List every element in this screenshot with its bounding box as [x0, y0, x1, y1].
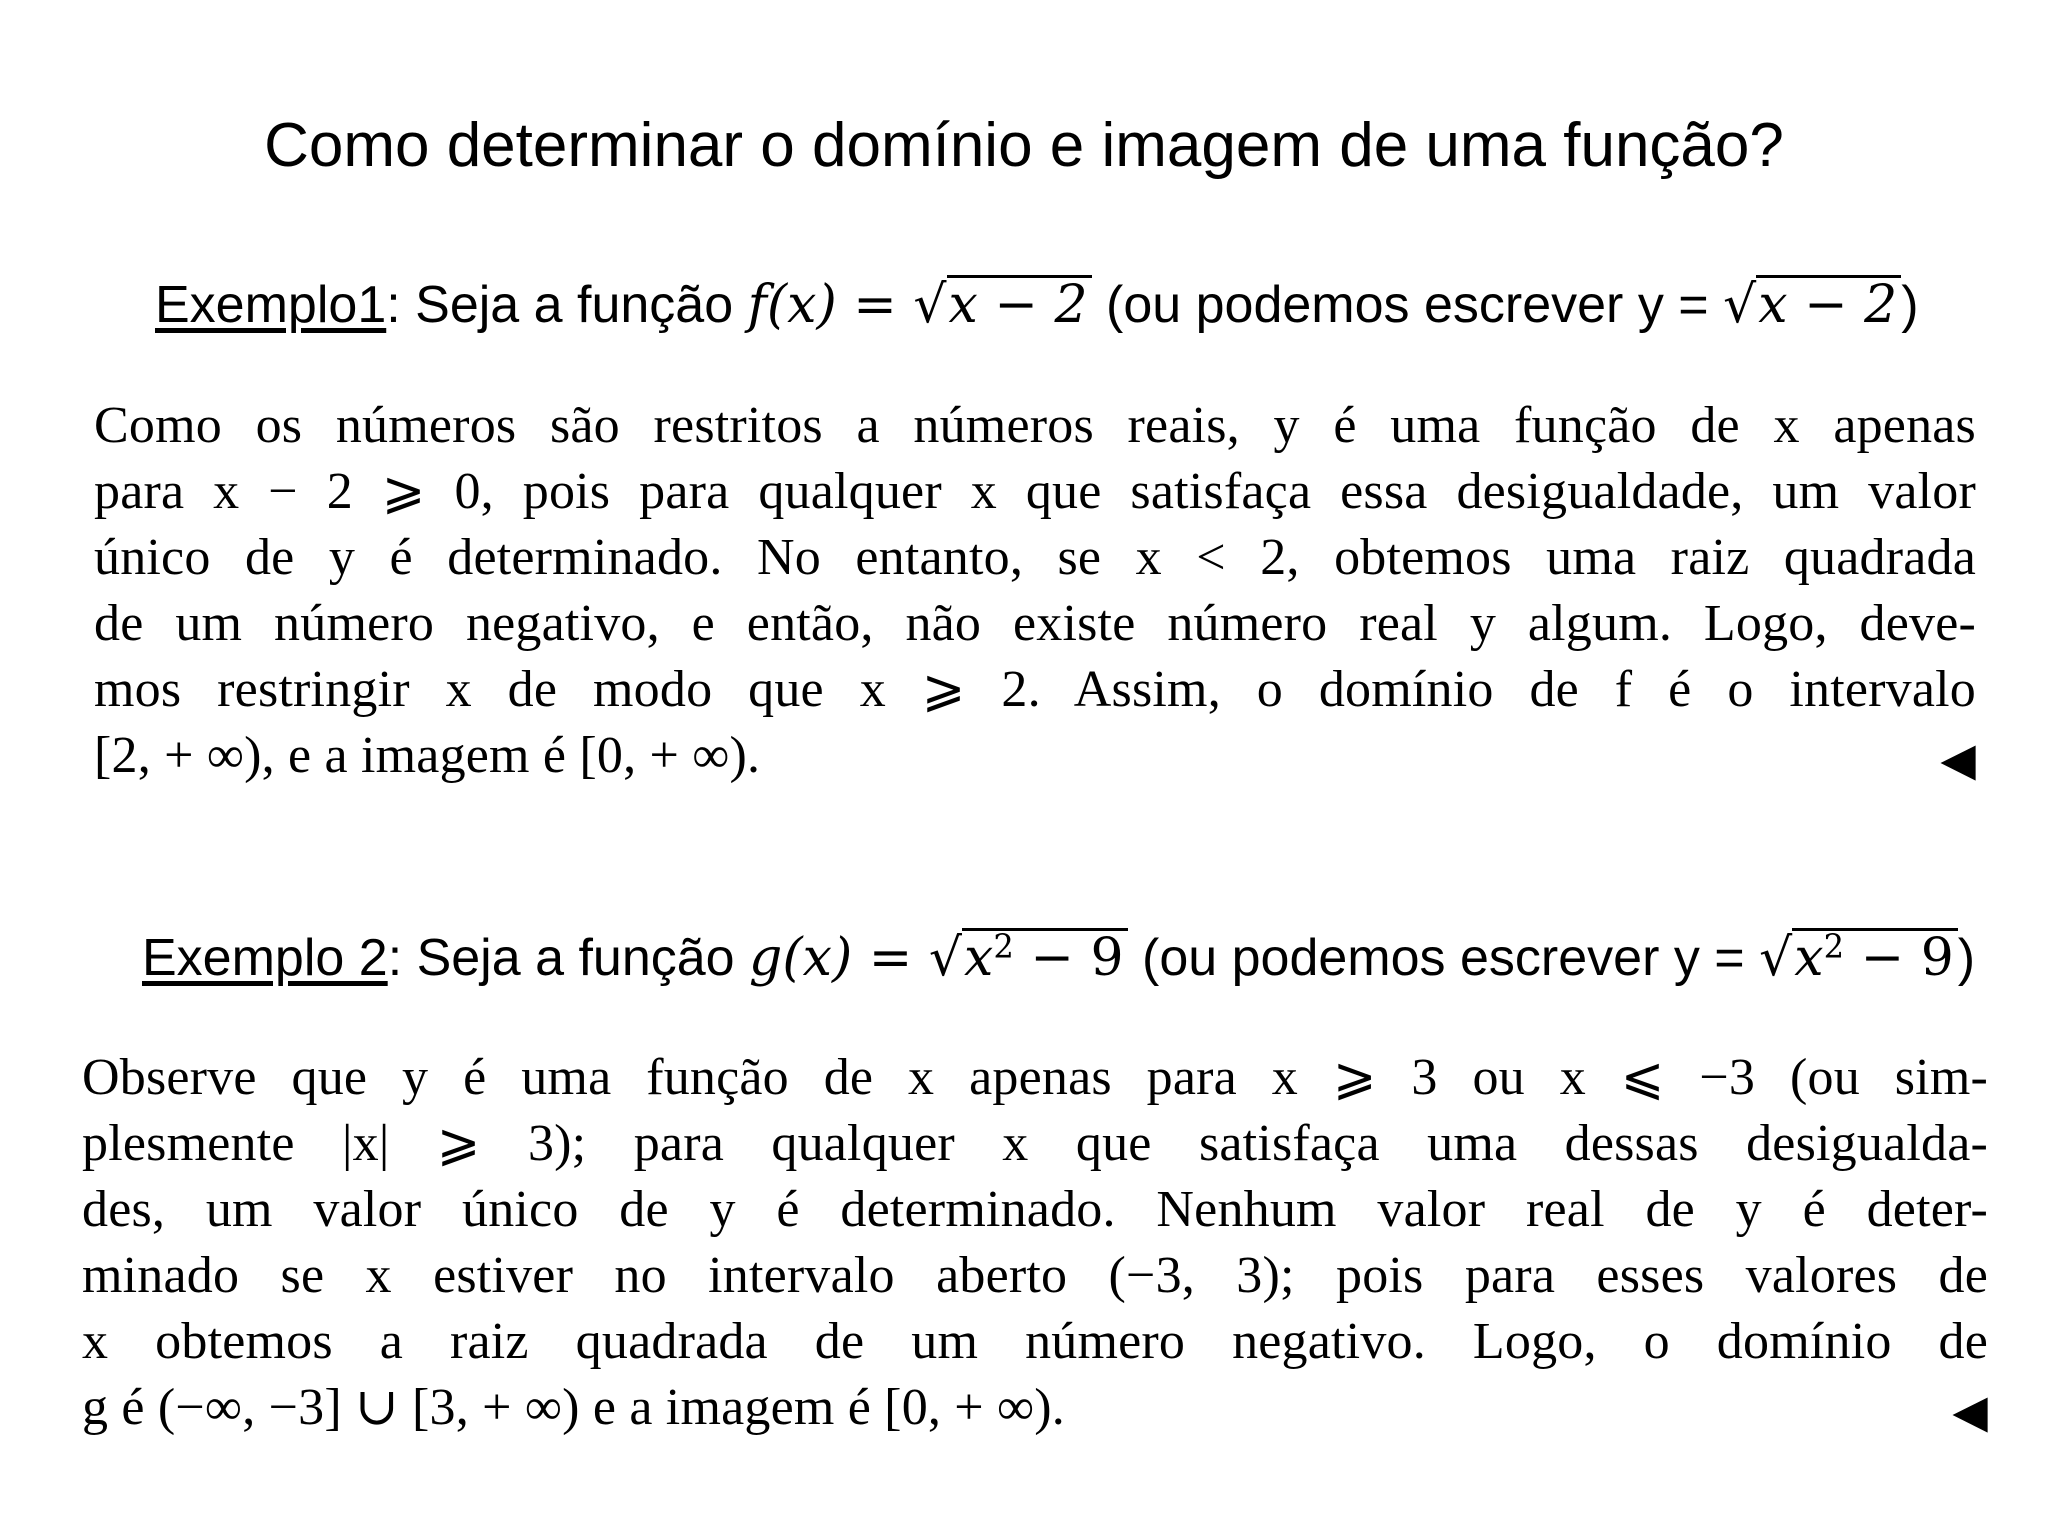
- example1-alt-radicand: x − 2: [1756, 275, 1901, 332]
- example2-label: Exemplo 2: [142, 929, 388, 987]
- example2-sqrt: $√x^2 - 9$: [929, 925, 1128, 991]
- example1-label: Exemplo1: [155, 276, 387, 334]
- example1-line-6-wrap: [94, 723, 1976, 789]
- example2-line-5: x obtemos a raiz quadrada de um número negativo. Logo, o domínio de: [82, 1313, 1988, 1370]
- example1-line-1: Como os números são restritos a números reais, y é uma função de x apenas: [94, 397, 1976, 454]
- example1-alt-sqrt: √x − 2: [1723, 272, 1901, 338]
- example2-line-1: Observe que y é uma função de x apenas para x ⩾ 3 ou x ⩽ −3 (ou sim-: [82, 1049, 1988, 1106]
- example2-line-2: plesmente |x| ⩾ 3); para qualquer x que satisfaça uma dessas desigualda-: [82, 1115, 1988, 1172]
- example1-line-6: [2, + ∞), e a imagem é [0, + ∞).: [94, 727, 761, 784]
- example1-explanation: [94, 393, 1976, 789]
- example1-intro: : Seja a função: [386, 276, 748, 334]
- example1-alt-open: (ou podemos escrever y =: [1091, 276, 1724, 334]
- example1-line-2: para x − 2 ⩾ 0, pois para qualquer x que satisfaça essa desigualdade, um valor: [94, 463, 1976, 520]
- example2-alt-open: (ou podemos escrever y =: [1127, 929, 1760, 987]
- example1-sqrt: √x − 2: [913, 272, 1091, 338]
- example1-line-5: mos restringir x de modo que x ⩾ 2. Assim, o domínio de f é o intervalo: [94, 661, 1976, 718]
- example2-alt-radicand: $x^2 - 9$: [1792, 928, 1958, 985]
- example2-function: g(x) =: [749, 928, 929, 988]
- example2-heading: [142, 925, 1975, 991]
- example2-line-6: g é (−∞, −3] ∪ [3, + ∞) e a imagem é [0, + ∞).: [82, 1379, 1066, 1436]
- example2-intro: : Seja a função: [387, 929, 750, 987]
- example1-heading: [155, 272, 1919, 338]
- example1-function: f(x) =: [747, 275, 914, 335]
- example2-explanation: [82, 1045, 1988, 1441]
- example1-line-4: de um número negativo, e então, não existe número real y algum. Logo, deve-: [94, 595, 1976, 652]
- example2-line-3: des, um valor único de y é determinado. Nenhum valor real de y é deter-: [82, 1181, 1988, 1238]
- example1-alt-close: ): [1901, 276, 1919, 334]
- end-of-example-icon: ◀: [1952, 1386, 1988, 1437]
- end-of-example-icon: ◀: [1940, 734, 1976, 785]
- example2-alt-close: ): [1957, 929, 1976, 987]
- example2-alt-sqrt: $√x^2 - 9$: [1759, 925, 1958, 991]
- example1-line-3: único de y é determinado. No entanto, se x < 2, obtemos uma raiz quadrada: [94, 529, 1976, 586]
- example2-line-4: minado se x estiver no intervalo aberto (−3, 3); pois para esses valores de: [82, 1247, 1988, 1304]
- example1-radicand: x − 2: [947, 275, 1092, 332]
- slide-title: Como determinar o domínio e imagem de uma função?: [264, 111, 1784, 180]
- example2-radicand: $x^2 - 9$: [962, 928, 1128, 985]
- example2-line-6-wrap: [82, 1375, 1988, 1441]
